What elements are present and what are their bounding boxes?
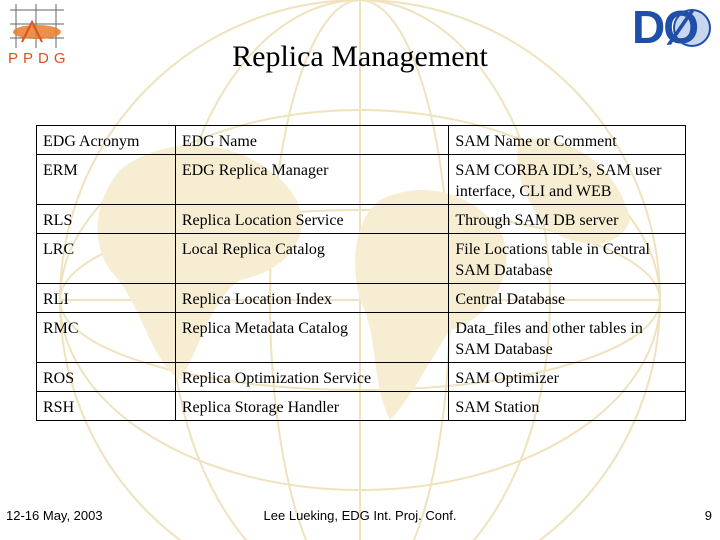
header-edg-acronym: EDG Acronym — [37, 126, 176, 155]
cell-sam-comment: Data_files and other tables in SAM Database — [449, 313, 686, 363]
cell-sam-comment: SAM Station — [449, 392, 686, 421]
table-row — [37, 363, 686, 392]
cell-edg-name: Replica Storage Handler — [175, 392, 449, 421]
cell-edg-name: Replica Metadata Catalog — [175, 313, 449, 363]
cell-sam-comment: SAM CORBA IDL’s, SAM user interface, CLI and WEB — [449, 155, 686, 205]
table-row — [37, 234, 686, 284]
cell-acronym: RLS — [37, 205, 176, 234]
header-sam-name: SAM Name or Comment — [449, 126, 686, 155]
cell-sam-comment: Central Database — [449, 284, 686, 313]
table-row — [37, 284, 686, 313]
table-row — [37, 392, 686, 421]
cell-sam-comment: File Locations table in Central SAM Database — [449, 234, 686, 284]
cell-sam-comment: SAM Optimizer — [449, 363, 686, 392]
table-row — [37, 205, 686, 234]
cell-acronym: RSH — [37, 392, 176, 421]
header-edg-name: EDG Name — [175, 126, 449, 155]
slide-title: Replica Management — [232, 40, 488, 73]
cell-edg-name: Replica Optimization Service — [175, 363, 449, 392]
cell-edg-name: Replica Location Index — [175, 284, 449, 313]
cell-edg-name: Local Replica Catalog — [175, 234, 449, 284]
table-header-row — [37, 126, 686, 155]
table-row — [37, 155, 686, 205]
cell-sam-comment: Through SAM DB server — [449, 205, 686, 234]
cell-acronym: LRC — [37, 234, 176, 284]
cell-acronym: ERM — [37, 155, 176, 205]
table-row — [37, 313, 686, 363]
cell-edg-name: Replica Location Service — [175, 205, 449, 234]
page-number: 9 — [704, 508, 712, 523]
cell-acronym: RLI — [37, 284, 176, 313]
replica-table — [36, 125, 686, 421]
footer-author: Lee Lueking, EDG Int. Proj. Conf. — [263, 508, 457, 523]
d0-logo-text: DØ — [632, 1, 697, 53]
cell-acronym: ROS — [37, 363, 176, 392]
footer-date: 12-16 May, 2003 — [6, 508, 103, 523]
cell-edg-name: EDG Replica Manager — [175, 155, 449, 205]
cell-acronym: RMC — [37, 313, 176, 363]
ppdg-logo-text: PPDG — [8, 50, 71, 67]
